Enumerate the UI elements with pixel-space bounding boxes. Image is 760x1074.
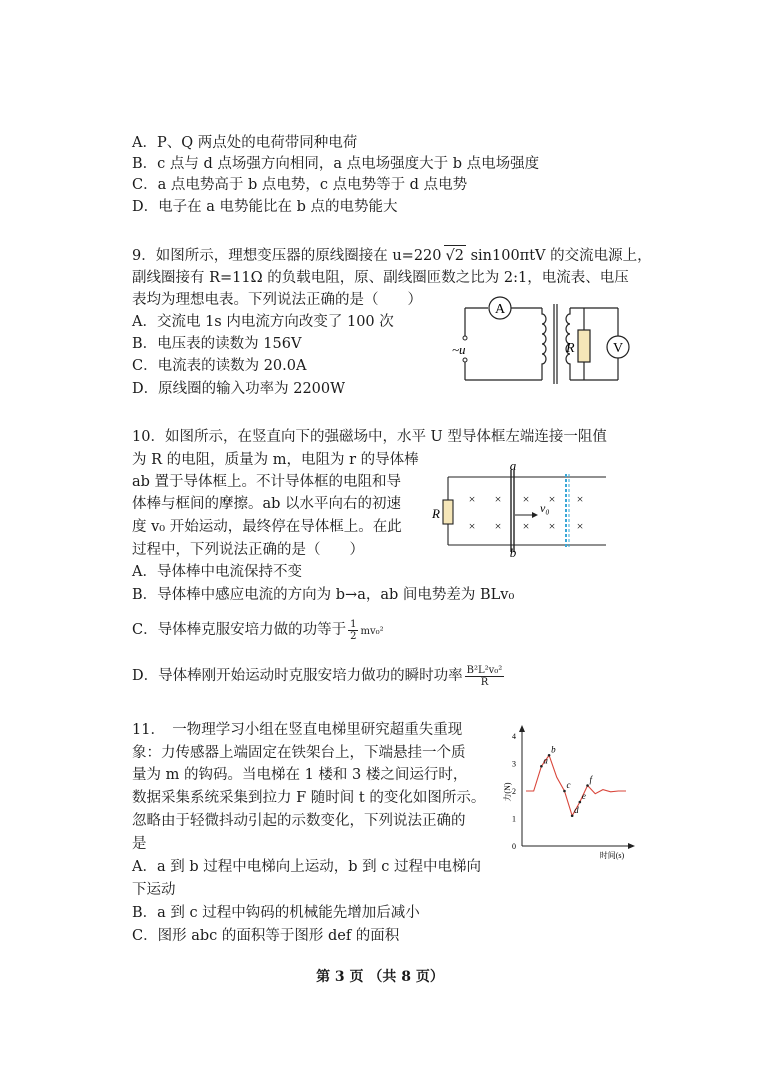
q10-stem-line3: ab 置于导体框上。不计导体框的电阻和导 [132, 474, 402, 490]
force-time-chart [500, 722, 640, 867]
rod-label-a: a [509, 458, 517, 473]
q10-option-b: B．导体棒中感应电流的方向为 b→a，ab 间电势差为 BLv₀ [132, 587, 515, 603]
field-cross: × [494, 492, 502, 506]
q11-stem-line3: 量为 m 的钩码。当电梯在 1 楼和 3 楼之间运行时， [132, 767, 468, 783]
q10-stem-line2: 为 R 的电阻，质量为 m，电阻为 r 的导体棒 [132, 452, 419, 468]
q11-stem-line5: 忽略由于轻微抖动引起的示数变化，下列说法正确的 [132, 813, 466, 829]
q11-option-b: B．a 到 c 过程中钩码的机械能先增加后减小 [132, 905, 420, 921]
resistor-label: R [566, 341, 575, 356]
chart-point-label: c [566, 780, 571, 790]
field-cross: × [548, 519, 556, 533]
q8-option-b: B．c 点与 d 点场强方向相同，a 点电场强度大于 b 点电场强度 [132, 156, 540, 172]
velocity-label: v₀ [540, 501, 550, 515]
q8-option-c: C．a 点电势高于 b 点电势，c 点电势等于 d 点电势 [132, 177, 468, 193]
q10-option-c-mv: mv₀² [360, 626, 384, 637]
fraction-numerator: B²L²v₀² [466, 664, 503, 676]
q9-stem-pre: 9．如图所示，理想变压器的原线圈接在 u=220 [132, 248, 442, 264]
q10-option-c-fraction [348, 619, 358, 642]
q9-sqrt-value: 2 [454, 248, 464, 264]
rod-label-b: b [509, 545, 517, 558]
q10-option-c-text: C．导体棒克服安培力做的功等于 [132, 622, 347, 638]
chart-point-label: a [543, 755, 548, 766]
q9-option-d: D．原线圈的输入功率为 2200W [132, 381, 346, 397]
fraction-denominator: R [480, 676, 489, 688]
q9-stem-line1 [132, 245, 652, 266]
chart-point-e [579, 801, 582, 804]
chart-point-label: b [551, 744, 556, 755]
ammeter-symbol: A [494, 302, 506, 317]
field-cross: × [494, 519, 502, 533]
transformer-circuit-figure [450, 290, 640, 390]
chart-point-label: d [574, 804, 579, 815]
field-cross: × [576, 492, 584, 506]
q9-stem-line3: 表均为理想电表。下列说法正确的是（ ） [132, 292, 422, 308]
voltmeter-symbol: V [612, 341, 624, 356]
q11-option-a-line1: A．a 到 b 过程中电梯向上运动，b 到 c 过程中电梯向 [132, 859, 481, 875]
q11-stem-line2: 象：力传感器上端固定在铁架台上，下端悬挂一个质 [132, 745, 466, 761]
y-tick-label: 0 [512, 842, 516, 851]
field-cross: × [576, 519, 584, 533]
q11-stem-line4: 数据采集系统采集到拉力 F 随时间 t 的变化如图所示。 [132, 790, 486, 806]
rails-resistor-label: R [432, 506, 440, 521]
q9-option-c: C．电流表的读数为 20.0A [132, 358, 307, 374]
q9-option-b: B．电压表的读数为 156V [132, 336, 302, 352]
chart-point-a [540, 765, 543, 768]
chart-point-b [548, 754, 551, 757]
y-tick-label: 3 [512, 759, 516, 769]
q9-stem-line2: 副线圈接有 R=11Ω 的负载电阻，原、副线圈匝数之比为 2:1，电流表、电压 [132, 270, 629, 286]
q9-option-a: A．交流电 1s 内电流方向改变了 100 次 [132, 314, 394, 330]
q10-stem-line6: 过程中，下列说法正确的是（ ） [132, 542, 364, 558]
field-cross: × [468, 492, 476, 506]
q10-option-a: A．导体棒中电流保持不变 [132, 564, 302, 580]
q10-option-d-text: D．导体棒刚开始运动时克服安培力做功的瞬时功率 [132, 668, 463, 684]
q8-option-d: D．电子在 a 电势能比在 b 点的电势能大 [132, 199, 398, 215]
q8-option-a: A．P、Q 两点处的电荷带同种电荷 [132, 135, 358, 151]
q10-option-d-fraction [465, 665, 505, 688]
q11-option-c: C．图形 abc 的面积等于图形 def 的面积 [132, 928, 400, 944]
source-label: ~u [452, 342, 466, 357]
page-footer: 第 3 页 （共 8 页） [316, 969, 444, 985]
q10-stem-line1: 10．如图所示，在竖直向下的强磁场中，水平 U 型导体框左端连接一阻值 [132, 429, 607, 445]
field-cross: × [522, 519, 530, 533]
q9-stem-post: sin100πtV 的交流电源上， [470, 248, 652, 264]
chart-point-c [563, 790, 566, 793]
y-tick-label: 1 [512, 814, 516, 824]
rails-figure [428, 458, 610, 558]
y-axis-label: 力(N) [503, 782, 512, 802]
x-axis-label: 时间(s) [599, 851, 625, 860]
chart-point-d [571, 814, 574, 817]
chart-point-f [586, 784, 589, 787]
y-tick-label: 4 [512, 732, 516, 741]
q11-option-a-line2: 下运动 [132, 882, 176, 898]
y-tick-label: 2 [512, 787, 516, 796]
q10-stem-line4: 体棒与框间的摩擦。ab 以水平向右的初速 [132, 496, 402, 512]
q11-stem-line1: 11． 一物理学习小组在竖直电梯里研究超重失重现 [132, 722, 463, 738]
fraction-denominator: 2 [350, 630, 357, 642]
field-cross: × [548, 492, 556, 506]
field-cross: × [522, 492, 530, 506]
q10-option-d [132, 661, 506, 691]
chart-point-label: e [581, 791, 586, 801]
q11-stem-line6: 是 [132, 836, 147, 852]
fraction-numerator: 1 [350, 618, 357, 630]
chart-point-label: f [589, 774, 593, 785]
q10-stem-line5: 度 v₀ 开始运动，最终停在导体框上。在此 [132, 519, 402, 535]
field-cross: × [468, 519, 476, 533]
q10-option-c [132, 617, 384, 645]
sqrt-symbol: √2 [444, 245, 466, 266]
